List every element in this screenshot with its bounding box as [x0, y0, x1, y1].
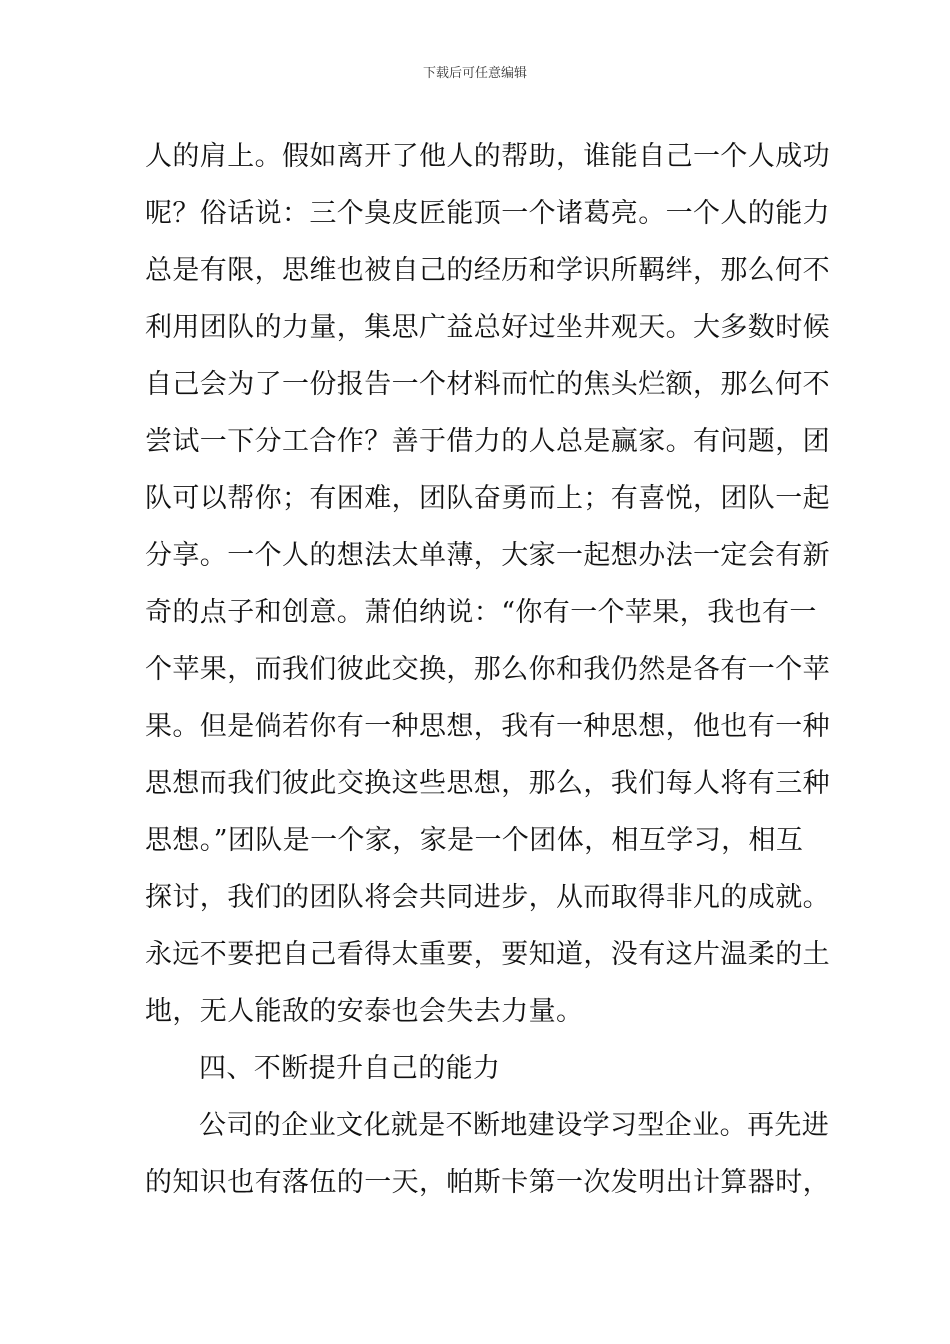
text-line: 尝试一下分工合作？善于借力的人总是赢家。有问题，团: [145, 426, 830, 457]
text-line: 奇的点子和创意。萧伯纳说：“你有一个苹果，我也有一: [145, 597, 817, 628]
text-line: 队可以帮你；有困难，团队奋勇而上；有喜悦，团队一起: [145, 483, 830, 514]
text-line: 分享。一个人的想法太单薄，大家一起想办法一定会有新: [145, 540, 830, 571]
text-line: 思想而我们彼此交换这些思想，那么，我们每人将有三种: [145, 768, 830, 799]
text-line: 果。但是倘若你有一种思想，我有一种思想，他也有一种: [145, 711, 830, 742]
text-line: 的知识也有落伍的一天，帕斯卡第一次发明出计算器时，: [145, 1167, 830, 1198]
text-line: 利用团队的力量，集思广益总好过坐井观天。大多数时候: [145, 312, 830, 343]
text-line: 个苹果，而我们彼此交换，那么你和我仍然是各有一个苹: [145, 654, 830, 685]
text-line: 呢？俗话说：三个臭皮匠能顶一个诸葛亮。一个人的能力: [145, 198, 830, 229]
page-header: 下载后可任意编辑: [422, 66, 527, 81]
text-line: 永远不要把自己看得太重要，要知道，没有这片温柔的土: [145, 939, 830, 970]
text-line: 公司的企业文化就是不断地建设学习型企业。再先进: [199, 1110, 830, 1141]
text-line: 人的肩上。假如离开了他人的帮助，谁能自己一个人成功: [145, 141, 830, 172]
text-line: 思想。”团队是一个家，家是一个团体，相互学习，相互: [145, 825, 804, 856]
text-line: 探讨，我们的团队将会共同进步，从而取得非凡的成就。: [145, 882, 830, 913]
document-body: [145, 128, 830, 1211]
text-line: 总是有限，思维也被自己的经历和学识所羁绊，那么何不: [145, 255, 830, 286]
text-line: 自己会为了一份报告一个材料而忙的焦头烂额，那么何不: [145, 369, 830, 400]
text-line: 地，无人能敌的安泰也会失去力量。: [145, 996, 584, 1027]
section-heading: 四、不断提升自己的能力: [199, 1053, 501, 1084]
